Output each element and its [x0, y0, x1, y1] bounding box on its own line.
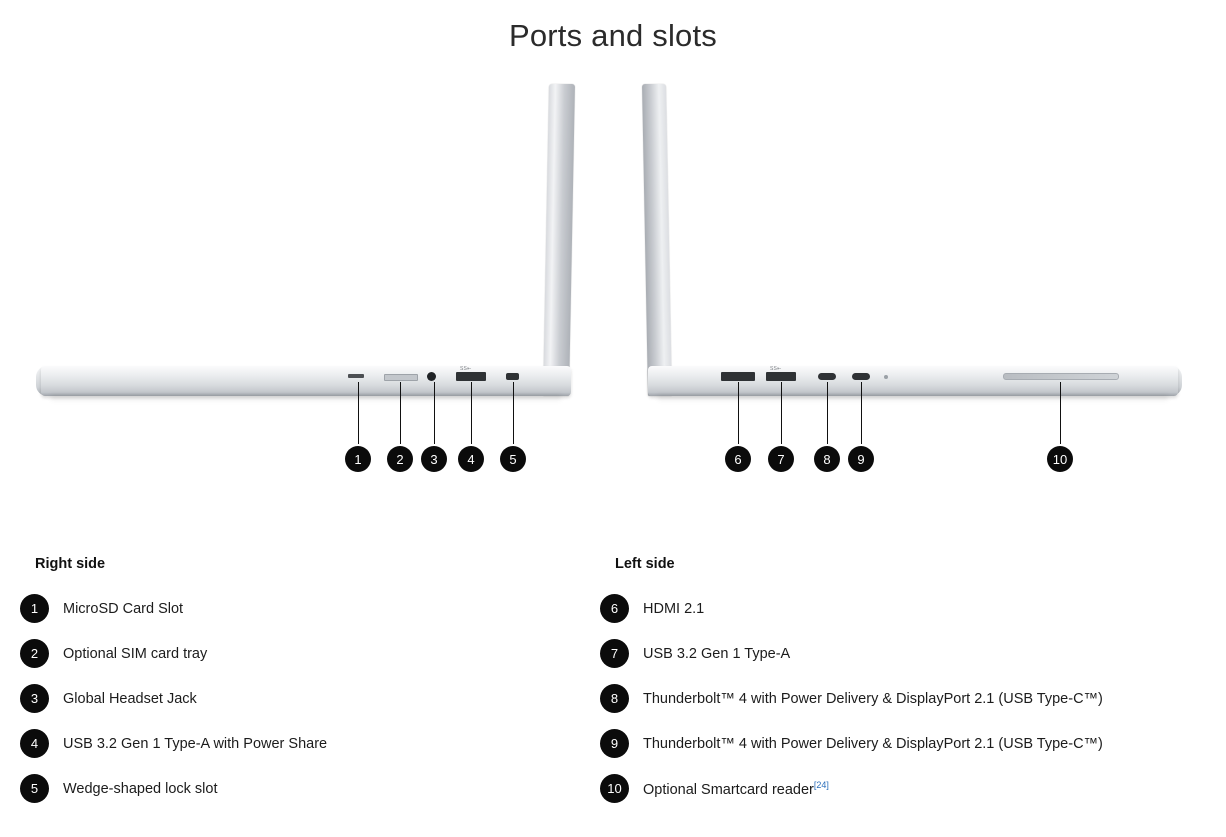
leader-line-8 — [827, 382, 828, 444]
wedge-lock-slot-port — [506, 373, 519, 380]
legend-column-left-side — [600, 556, 1200, 811]
figure-callout-3: 3 — [421, 446, 447, 472]
legend-label-4: USB 3.2 Gen 1 Type-A with Power Share — [63, 735, 328, 752]
legend-bubble-7: 7 — [600, 639, 629, 668]
legend-column-right-side — [20, 556, 580, 811]
leader-line-3 — [434, 382, 435, 444]
leader-line-4 — [471, 382, 472, 444]
legend-label-7: USB 3.2 Gen 1 Type-A — [643, 645, 791, 662]
leader-line-5 — [513, 382, 514, 444]
thunderbolt-port-2 — [852, 373, 870, 380]
leader-line-1 — [358, 382, 359, 444]
footnote-marker-24[interactable]: [24] — [813, 779, 829, 790]
page-title: Ports and slots — [508, 18, 718, 53]
microsd-card-slot-port — [348, 374, 364, 378]
figure-callout-10: 10 — [1047, 446, 1073, 472]
leader-line-2 — [400, 382, 401, 444]
legend-label-6: HDMI 2.1 — [643, 600, 705, 617]
legend-label-10-text: Optional Smartcard reader — [643, 781, 814, 798]
hdmi-port — [721, 372, 755, 381]
figure-callout-7: 7 — [768, 446, 794, 472]
legend-item-1 — [20, 586, 580, 631]
legend-bubble-8: 8 — [600, 684, 629, 713]
figure-callout-2: 2 — [387, 446, 413, 472]
leader-line-9 — [861, 382, 862, 444]
legend-bubble-5: 5 — [20, 774, 49, 803]
status-led-indicator — [884, 375, 888, 379]
sim-card-tray-port — [384, 374, 418, 381]
legend-item-6 — [600, 586, 1200, 631]
legend-bubble-10: 10 — [600, 774, 629, 803]
legend-label-8: Thunderbolt™ 4 with Power Delivery & DisplayPort 2.1 (USB Type-C™) — [643, 690, 1103, 707]
headset-jack-port — [427, 372, 436, 381]
ports-and-slots-figure — [0, 70, 1226, 490]
legend-item-5 — [20, 766, 580, 811]
leader-line-7 — [781, 382, 782, 444]
usb-type-a-port — [766, 372, 796, 381]
laptop-lid-left-view — [642, 84, 672, 396]
legend-item-8 — [600, 676, 1200, 721]
legend-bubble-6: 6 — [600, 594, 629, 623]
legend-item-3 — [20, 676, 580, 721]
usb-left-marking: SS⇤ — [770, 366, 782, 372]
laptop-base-left-view — [648, 366, 1178, 396]
legend-label-1: MicroSD Card Slot — [63, 600, 184, 617]
thunderbolt-port-1 — [818, 373, 836, 380]
legend-item-7 — [600, 631, 1200, 676]
legend-label-3: Global Headset Jack — [63, 690, 197, 707]
legend-item-10 — [600, 766, 1200, 811]
legend-label-10 — [643, 780, 829, 798]
legend-label-2: Optional SIM card tray — [63, 645, 208, 662]
figure-callout-5: 5 — [500, 446, 526, 472]
legend-heading-right: Right side — [35, 556, 106, 572]
legend-bubble-1: 1 — [20, 594, 49, 623]
usb-right-marking: SS⇤ — [460, 366, 472, 372]
legend-item-4 — [20, 721, 580, 766]
legend-bubble-3: 3 — [20, 684, 49, 713]
usb-type-a-power-share-port — [456, 372, 486, 381]
figure-callout-4: 4 — [458, 446, 484, 472]
legend-heading-left: Left side — [615, 556, 675, 572]
laptop-base-right-view — [41, 366, 571, 396]
legend-bubble-2: 2 — [20, 639, 49, 668]
laptop-lid-right-view — [543, 84, 575, 396]
legend-item-9 — [600, 721, 1200, 766]
leader-line-10 — [1060, 382, 1061, 444]
legend-label-9: Thunderbolt™ 4 with Power Delivery & DisplayPort 2.1 (USB Type-C™) — [643, 735, 1103, 752]
legend-bubble-4: 4 — [20, 729, 49, 758]
legend-item-2 — [20, 631, 580, 676]
figure-callout-8: 8 — [814, 446, 840, 472]
figure-callout-1: 1 — [345, 446, 371, 472]
legend-bubble-9: 9 — [600, 729, 629, 758]
leader-line-6 — [738, 382, 739, 444]
legend-label-5: Wedge-shaped lock slot — [63, 780, 218, 797]
smartcard-reader-slot — [1003, 373, 1119, 380]
figure-callout-6: 6 — [725, 446, 751, 472]
figure-callout-9: 9 — [848, 446, 874, 472]
